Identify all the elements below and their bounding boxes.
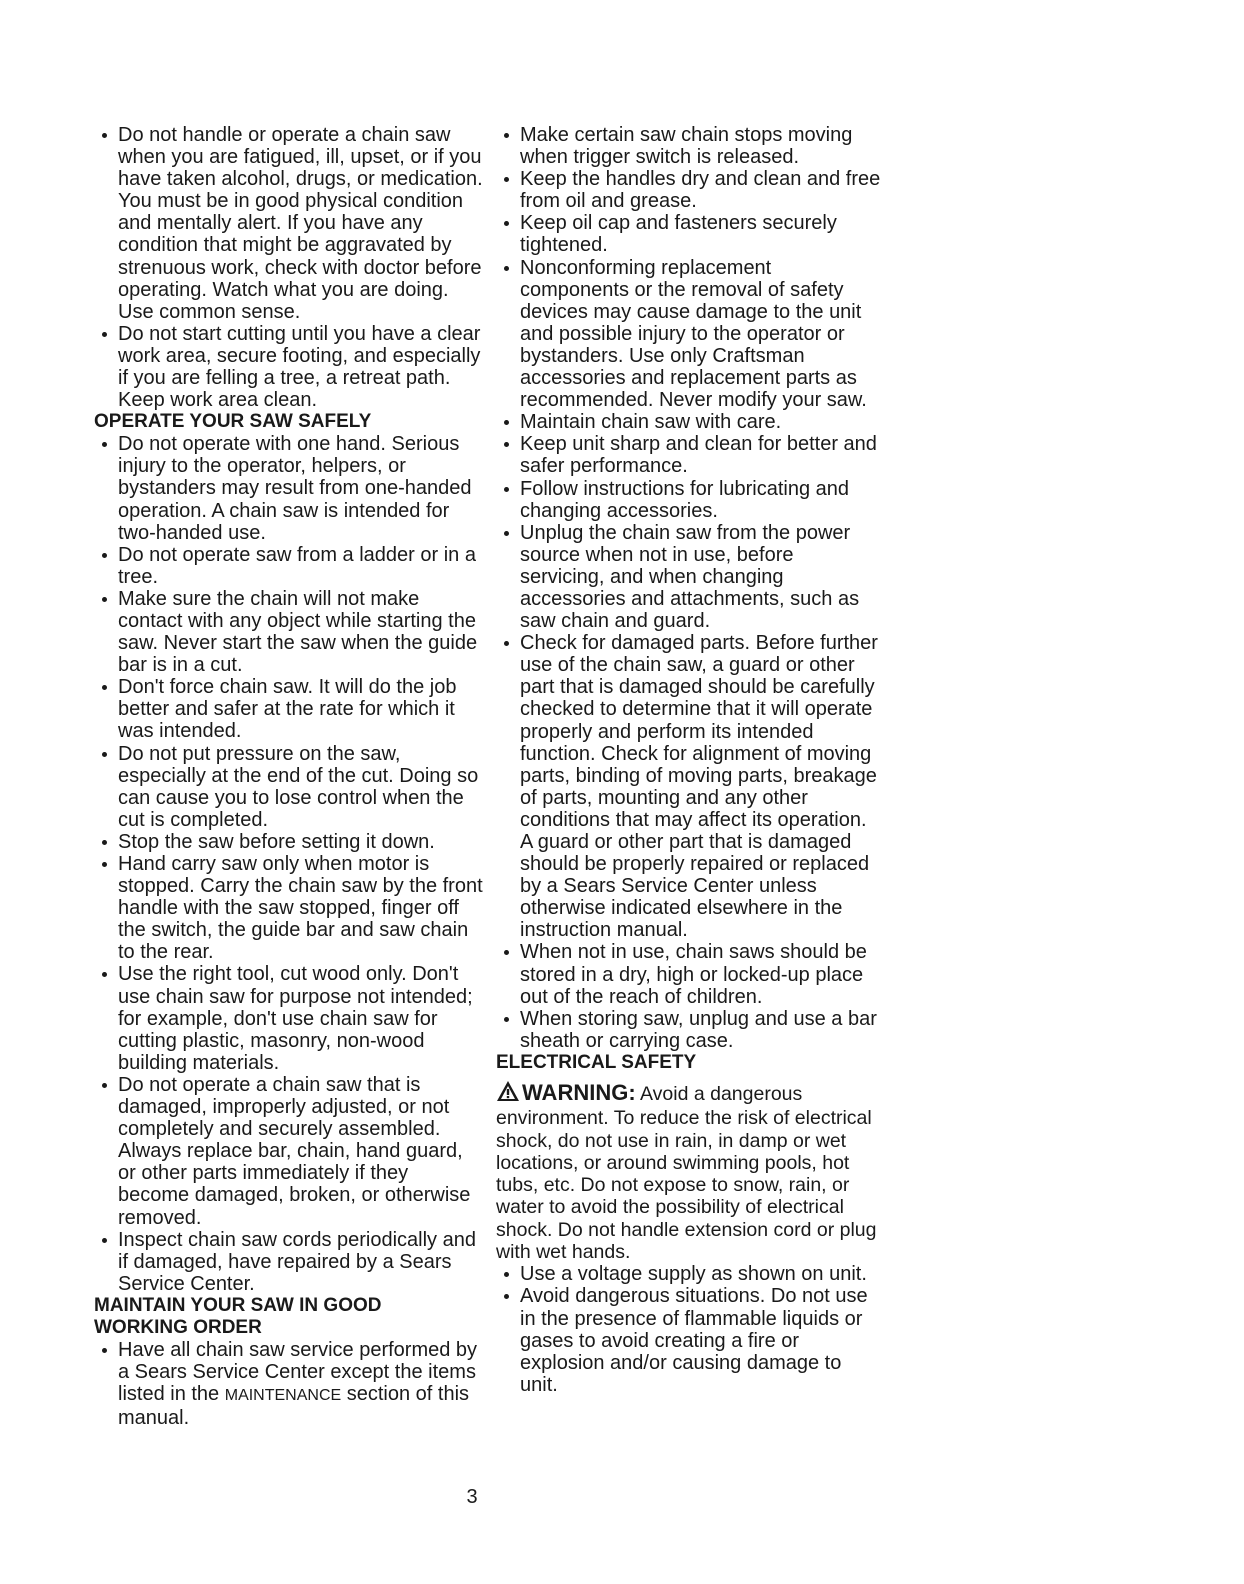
list-item: Do not operate saw from a ladder or in a tree. (94, 544, 484, 588)
list-item: Stop the saw before setting it down. (94, 831, 484, 853)
bullet-icon (504, 487, 509, 492)
list-item: Keep oil cap and fasteners securely tightened. (496, 212, 881, 256)
bullet-icon (102, 685, 107, 690)
bullet-icon (102, 1348, 107, 1353)
right-column (496, 124, 881, 1396)
bullet-icon (102, 442, 107, 447)
bullet-icon (504, 221, 509, 226)
list-item: When not in use, chain saws should be stored in a dry, high or locked-up place out of the reach of children. (496, 941, 881, 1007)
list-item: Follow instructions for lubricating and changing accessories. (496, 478, 881, 522)
bullet-icon (504, 266, 509, 271)
bullet-icon (102, 553, 107, 558)
list-item: Make sure the chain will not make contact with any object while starting the saw. Never start the saw when the guide bar is in a cut. (94, 588, 484, 676)
bullet-icon (102, 752, 107, 757)
list-item: When storing saw, unplug and use a bar sheath or carrying case. (496, 1008, 881, 1052)
bullet-icon (504, 420, 509, 425)
section-heading-maintain: MAINTAIN YOUR SAW IN GOOD WORKING ORDER (94, 1294, 382, 1338)
bullet-icon (102, 972, 107, 977)
list-item: Do not put pressure on the saw, especially at the end of the cut. Doing so can cause you to lose control when the cut is completed. (94, 743, 484, 831)
list-item: Do not operate with one hand. Serious injury to the operator, helpers, or bystanders may result from one-handed operation. A chain saw is intended for two-handed use. (94, 433, 484, 543)
list-item: Use the right tool, cut wood only. Don't use chain saw for purpose not intended; for example, don't use chain saw for cutting plastic, masonry, non-wood building materials. (94, 963, 484, 1073)
list-item: Do not start cutting until you have a clear work area, secure footing, and especially if you are felling a tree, a retreat path. Keep work area clean. (94, 323, 484, 411)
list-item: Do not handle or operate a chain saw when you are fatigued, ill, upset, or if you have taken alcohol, drugs, or medication. You must be in good physical condition and mentally alert. If you have any condition that might be aggravated by strenuous work, check with doctor before operating. Watch what you are doing. Use common sense. (94, 124, 484, 323)
bullet-icon (102, 597, 107, 602)
maintenance-reference: MAINTENANCE (224, 1387, 342, 1405)
bullet-icon (504, 442, 509, 447)
list-item: Do not operate a chain saw that is damaged, improperly adjusted, or not completely and securely assembled. Always replace bar, chain, hand guard, or other parts immediately if they become damaged, broken, or otherwise removed. (94, 1074, 484, 1229)
warning-label: WARNING: (522, 1079, 636, 1105)
warning-block (496, 1080, 881, 1263)
bullet-icon (504, 950, 509, 955)
list-item: Maintain chain saw with care. (496, 411, 881, 433)
list-item: Don't force chain saw. It will do the job better and safer at the rate for which it was intended. (94, 676, 484, 742)
list-item: Keep the handles dry and clean and free from oil and grease. (496, 168, 881, 212)
list-item: Avoid dangerous situations. Do not use in the presence of flammable liquids or gases to avoid creating a fire or explosion and/or causing damage to unit. (496, 1285, 881, 1395)
bullet-icon (102, 133, 107, 138)
bullet-icon (504, 1294, 509, 1299)
bullet-icon (504, 133, 509, 138)
left-column (94, 124, 484, 1429)
bullet-icon (504, 177, 509, 182)
bullet-icon (504, 1017, 509, 1022)
section-heading-electrical: ELECTRICAL SAFETY (496, 1051, 697, 1073)
list-item: Nonconforming replacement components or the removal of safety devices may cause damage to the unit and possible injury to the operator or bystanders. Use only Craftsman accessories and replacement parts as recommended. Never modify your saw. (496, 257, 881, 412)
list-item: Have all chain saw service performed by a Sears Service Center except the items listed in the MAINTENANCE section of this manual. (94, 1339, 484, 1429)
bullet-icon (102, 332, 107, 337)
page-number: 3 (466, 1486, 478, 1508)
list-item: Inspect chain saw cords periodically and if damaged, have repaired by a Sears Service Center. (94, 1229, 484, 1295)
bullet-icon (102, 1083, 107, 1088)
list-item: Check for damaged parts. Before further use of the chain saw, a guard or other part that is damaged should be carefully checked to determine that it will operate properly and perform its intended function. Check for alignment of moving parts, binding of moving parts, breakage of parts, mounting and any other conditions that may affect its operation. A guard or other part that is damaged should be properly repaired or replaced by a Sears Service Center unless otherwise indicated elsewhere in the instruction manual. (496, 632, 881, 941)
list-item: Make certain saw chain stops moving when trigger switch is released. (496, 124, 881, 168)
bullet-icon (504, 531, 509, 536)
list-item: Unplug the chain saw from the power source when not in use, before servicing, and when changing accessories and attachments, such as saw chain and guard. (496, 522, 881, 632)
list-item: Use a voltage supply as shown on unit. (496, 1263, 881, 1285)
warning-triangle-icon (496, 1080, 520, 1107)
list-item: Keep unit sharp and clean for better and safer performance. (496, 433, 881, 477)
bullet-icon (504, 641, 509, 646)
bullet-icon (102, 1238, 107, 1243)
bullet-icon (102, 862, 107, 867)
section-heading-operate: OPERATE YOUR SAW SAFELY (94, 411, 372, 433)
bullet-icon (504, 1272, 509, 1277)
bullet-icon (102, 840, 107, 845)
list-item: Hand carry saw only when motor is stopped. Carry the chain saw by the front handle with the saw stopped, finger off the switch, the guide bar and saw chain to the rear. (94, 853, 484, 963)
warning-text: Avoid a dangerous environment. To reduce the risk of electrical shock, do not use in rain, in damp or wet locations, or around swimming pools, hot tubs, etc. Do not expose to snow, rain, or water to avoid the possibility of electrical shock. Do not handle extension cord or plug with wet hands. (496, 1082, 877, 1264)
